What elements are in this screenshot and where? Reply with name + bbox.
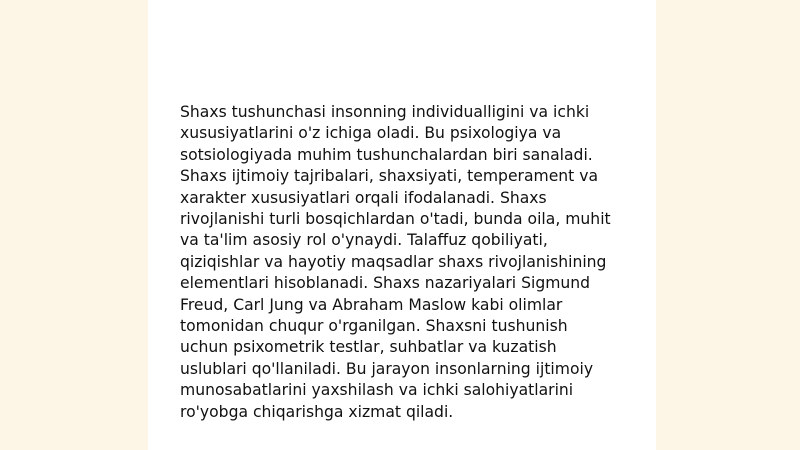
document-page [148,0,656,450]
body-paragraph: Shaxs tushunchasi insonning individualligini va ichki xususiyatlarini o'z ichiga oladi. Bu psixologiya va sotsiologiyada muhim tushunchalardan biri sanaladi. Shaxs ijtimoiy tajribalari, shaxsiyati, temperament va xarakter xususiyatlari orqali ifodalanadi. Shaxs rivojlanishi turli bosqichlardan o'tadi, bunda oila, muhit va ta'lim asosiy rol o'ynaydi. Talaffuz qobiliyati, qiziqishlar va hayotiy maqsadlar shaxs rivojlanishining elementlari hisoblanadi. Shaxs nazariyalari Sigmund Freud, Carl Jung va Abraham Maslow kabi olimlar tomonidan chuqur o'rganilgan. Shaxsni tushunish uchun psixometrik testlar, suhbatlar va kuzatish uslublari qo'llaniladi. Bu jarayon insonlarning ijtimoiy munosabatlarini yaxshilash va ichki salohiyatlarini ro'yobga chiqarishga xizmat qiladi. [180,103,611,421]
